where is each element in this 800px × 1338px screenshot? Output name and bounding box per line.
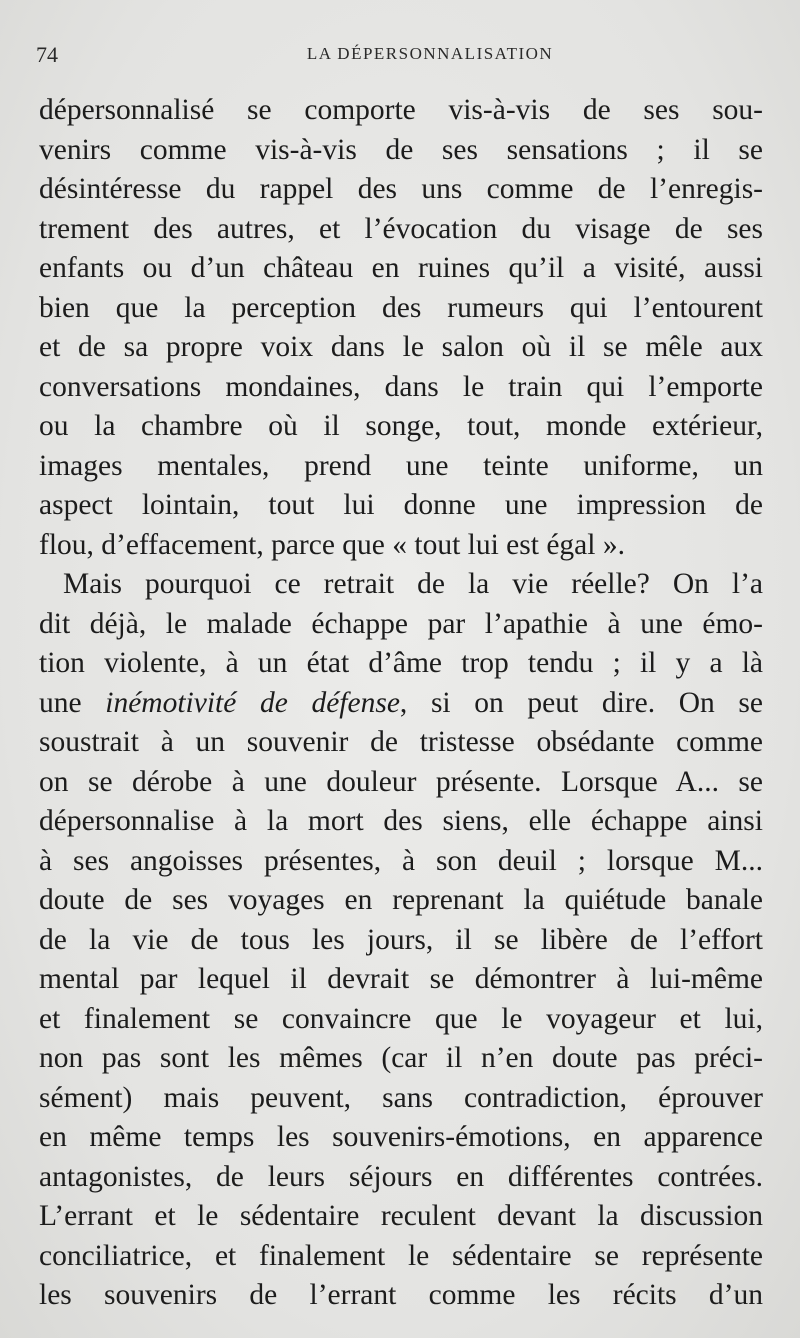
text-line: aspect lointain, tout lui donne une impression de xyxy=(39,489,763,521)
text-line: à ses angoisses présentes, à son deuil ; lorsque M... xyxy=(39,844,763,877)
text-line: L’errant et le sédentaire reculent devant la discussion xyxy=(39,1200,763,1232)
text-line: conciliatrice, et finalement le sédentaire se représente xyxy=(39,1239,763,1272)
text-line: et finalement se convaincre que le voyageur et lui, xyxy=(39,1002,763,1035)
text-line: dépersonnalise à la mort des siens, elle échappe ainsi xyxy=(39,805,763,837)
text-line-with-emphasis xyxy=(39,684,763,724)
text-line: conversations mondaines, dans le train qui l’emporte xyxy=(39,370,763,403)
text-run: , si on peut dire. On se xyxy=(399,686,764,719)
paragraph-start-line: Mais pourquoi ce retrait de la vie réelle? On l’a xyxy=(63,568,763,600)
text-line: non pas sont les mêmes (car il n’en doute pas préci- xyxy=(39,1042,763,1074)
text-line: trement des autres, et l’évocation du visage de ses xyxy=(39,212,763,245)
text-line: venirs comme vis-à-vis de ses sensations ; il se xyxy=(39,133,763,166)
text-line: on se dérobe à une douleur présente. Lorsque A... se xyxy=(39,765,763,798)
text-line: antagonistes, de leurs séjours en différentes contrées. xyxy=(39,1160,763,1193)
text-run: une xyxy=(39,686,106,719)
text-line: enfants ou d’un château en ruines qu’il a visité, aussi xyxy=(39,252,763,284)
italic-term: inémotivité de défense xyxy=(105,686,400,719)
text-line: de la vie de tous les jours, il se libère de l’effort xyxy=(39,923,763,956)
text-line: bien que la perception des rumeurs qui l’entourent xyxy=(39,291,763,324)
text-line: et de sa propre voix dans le salon où il se mêle aux xyxy=(39,331,763,363)
paragraph-end-line: flou, d’effacement, parce que « tout lui est égal ». xyxy=(39,528,625,561)
text-line: ou la chambre où il songe, tout, monde extérieur, xyxy=(39,410,763,442)
text-line: mental par lequel il devrait se démontrer à lui-même xyxy=(39,963,763,995)
running-title: LA DÉPERSONNALISATION xyxy=(306,44,554,63)
text-line: en même temps les souvenirs-émotions, en apparence xyxy=(39,1121,763,1153)
text-line: désintéresse du rappel des uns comme de l’enregis- xyxy=(39,173,763,205)
text-line: sément) mais peuvent, sans contradiction, éprouver xyxy=(39,1081,763,1114)
text-line: dépersonnalisé se comporte vis-à-vis de ses sou- xyxy=(39,94,763,126)
body-text xyxy=(39,91,763,1316)
text-line: images mentales, prend une teinte uniforme, un xyxy=(39,449,763,482)
text-line: doute de ses voyages en reprenant la quiétude banale xyxy=(39,884,763,916)
page-number: 74 xyxy=(36,42,58,67)
text-line: soustrait à un souvenir de tristesse obsédante comme xyxy=(39,726,763,758)
text-line: dit déjà, le malade échappe par l’apathie à une émo- xyxy=(39,607,763,640)
running-head xyxy=(36,42,764,70)
text-line: tion violente, à un état d’âme trop tendu ; il y a là xyxy=(39,647,763,679)
text-line: les souvenirs de l’errant comme les récits d’un xyxy=(39,1279,763,1311)
